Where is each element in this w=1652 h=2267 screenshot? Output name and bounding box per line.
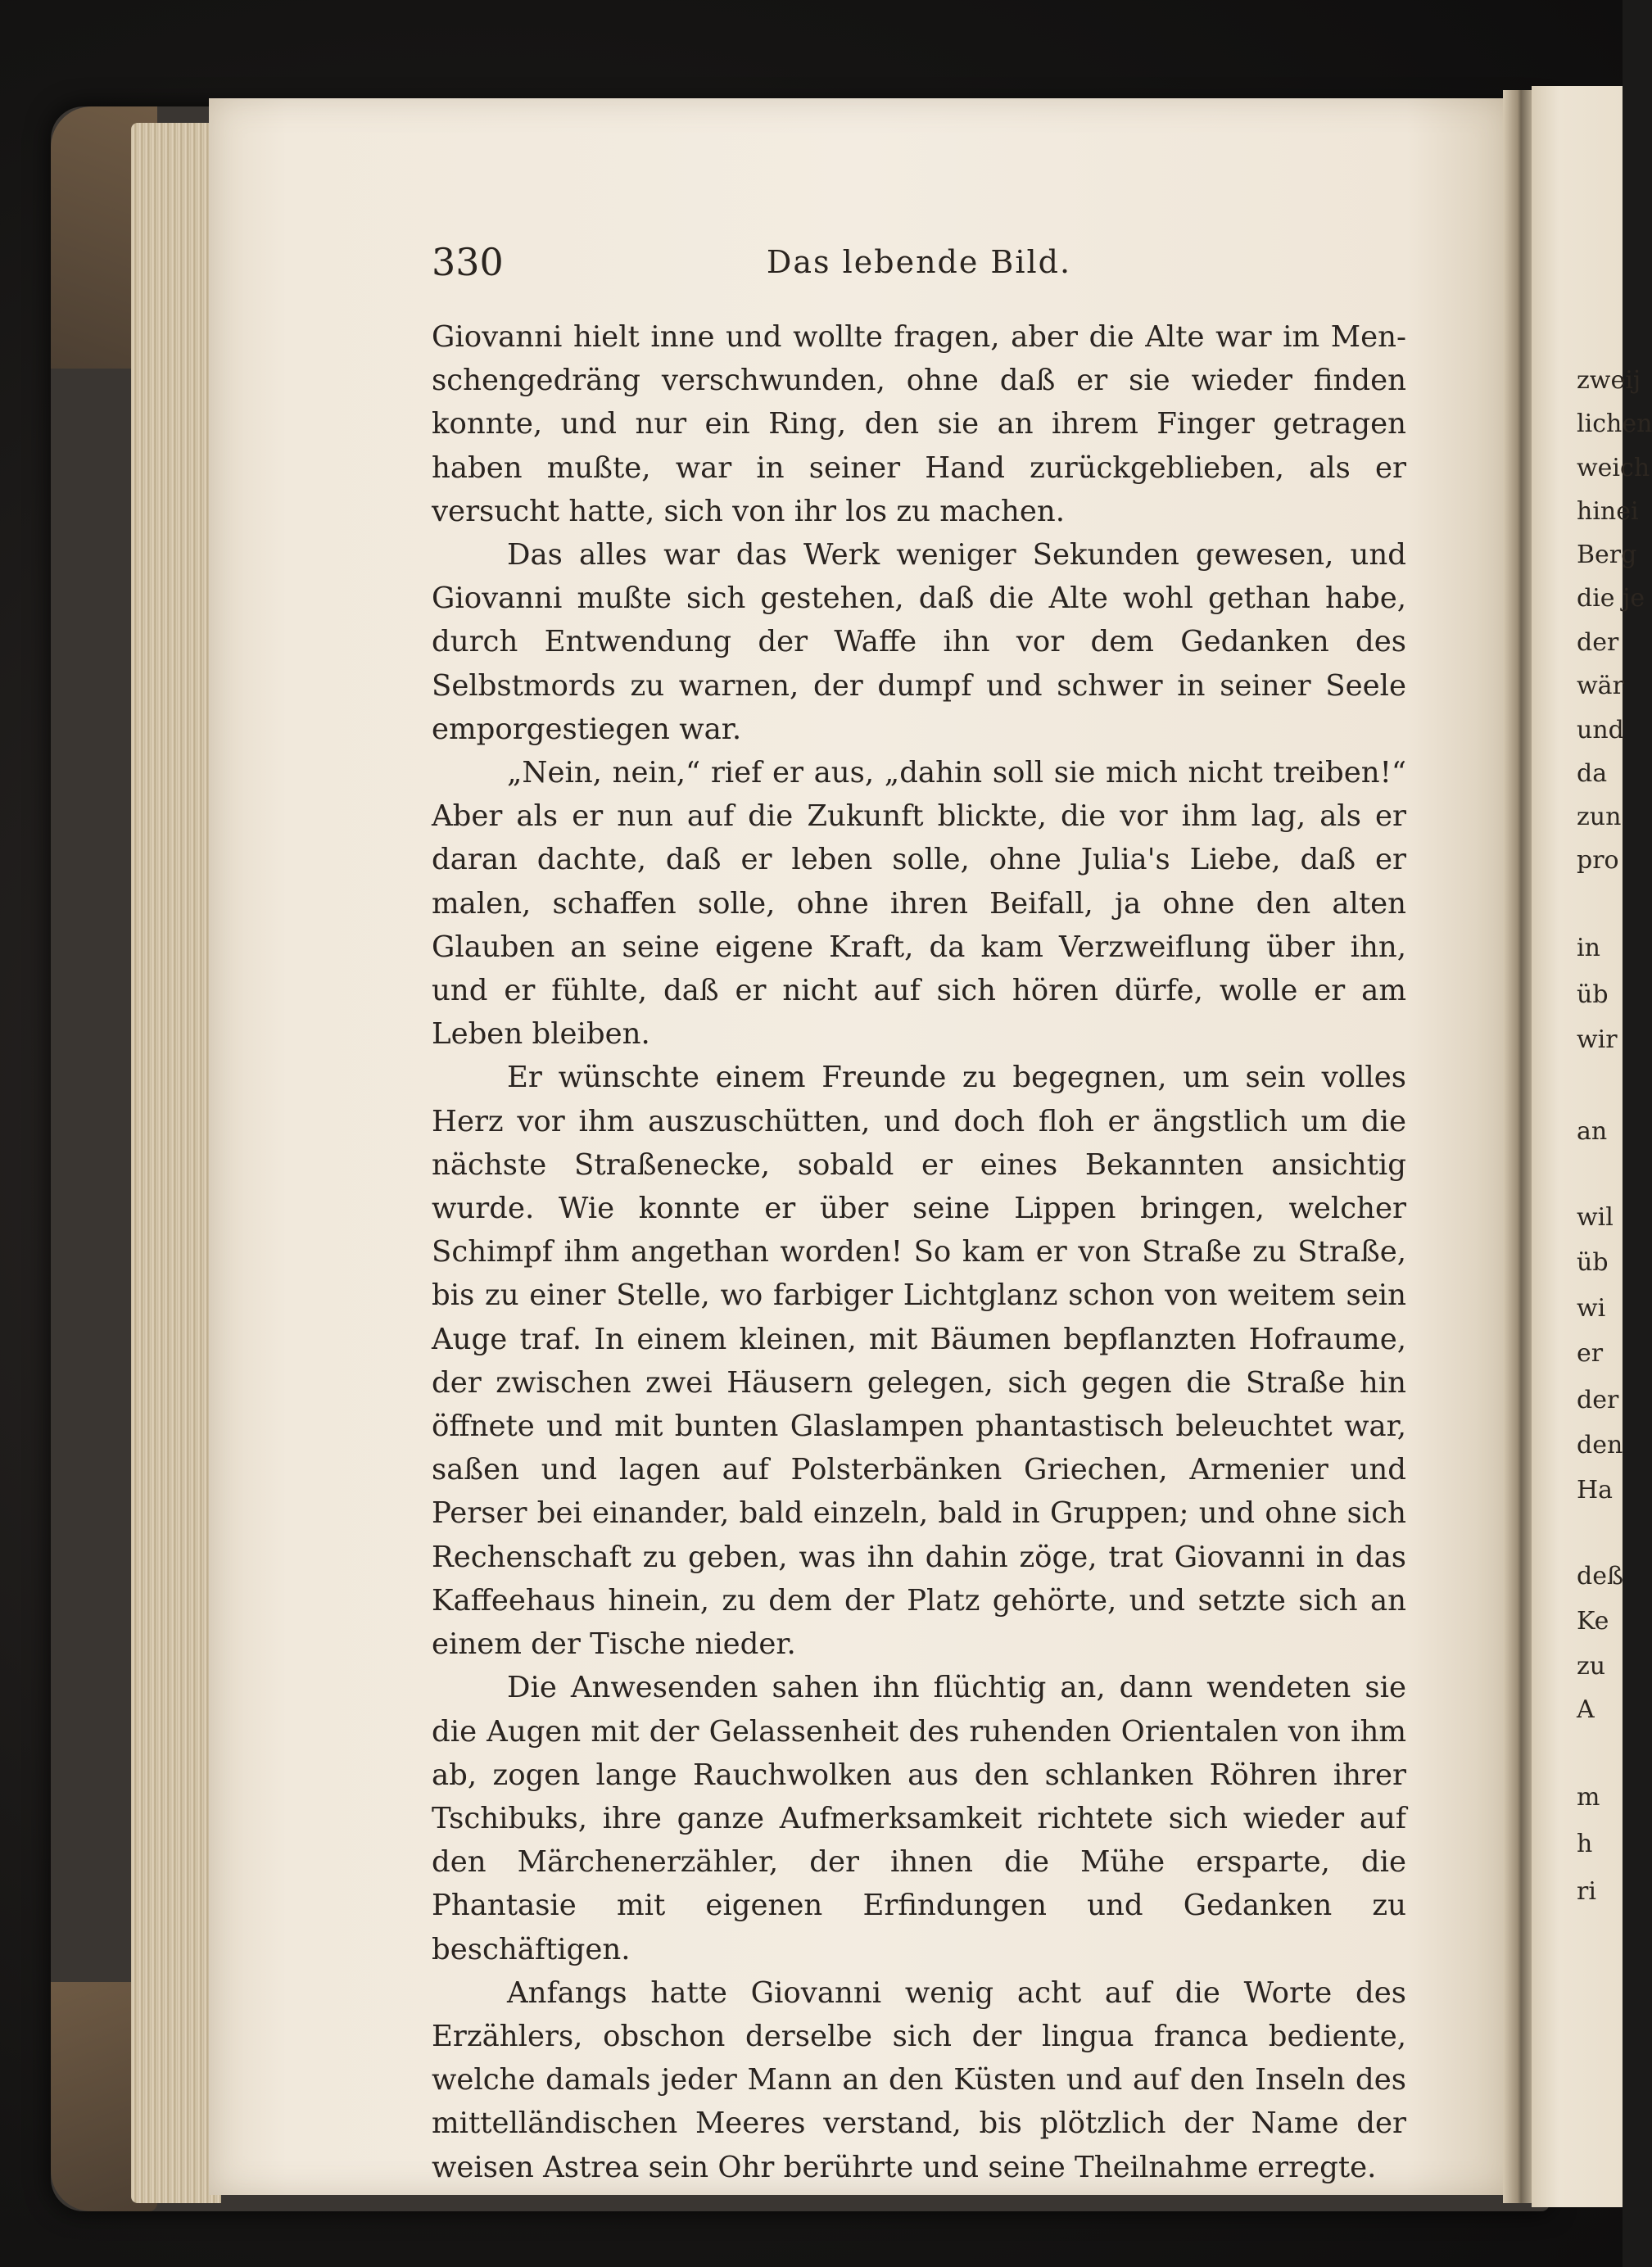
next-page-fragment: A (1577, 1695, 1595, 1724)
paragraph: Anfangs hatte Giovanni wenig acht auf die Worte des Erzählers, obschon derselbe sich der lingua franca bediente, welche damals jeder Mann an den Küsten und auf den Inseln des mittelländischen Meeres verstand, bis plötzlich der Name der weisen Astrea sein Ohr berührte und seine Theilnahme erregte. (432, 1975, 1406, 2184)
next-page-fragment: der (1577, 1386, 1619, 1414)
page-header (432, 233, 1406, 291)
body-text (432, 315, 1406, 2189)
book-gutter (1503, 90, 1536, 2203)
next-page-fragment: pro (1577, 846, 1619, 875)
next-page-fragment: wär (1577, 672, 1624, 700)
next-page-fragment: in (1577, 934, 1600, 962)
paragraph: „Nein, nein,“ rief er aus, „dahin soll sie mich nicht treiben!“ Aber als er nun auf die Zukunft blickte, die vor ihm lag, als er daran dachte, daß er leben solle, ohne Julia's Liebe, daß er malen, schaffen solle, ohne ihren Beifall, ja ohne den alten Glauben an seine eigene Kraft, da kam Verzweiflung über ihn, und er fühlte, daß er nicht auf sich hören dürfe, wolle er am Leben bleiben. (432, 756, 1406, 1052)
next-page-fragment: wir (1577, 1025, 1618, 1054)
next-page-fragment: Ha (1577, 1476, 1614, 1505)
next-page-fragment: wil (1577, 1203, 1614, 1232)
next-page-fragment: h (1577, 1830, 1593, 1858)
next-page-fragment: und (1577, 716, 1624, 744)
next-page-fragment: lichen (1577, 410, 1652, 438)
next-page-fragment: die je (1577, 584, 1645, 613)
running-title: Das lebende Bild. (766, 244, 1072, 280)
next-page-fragment: ri (1577, 1877, 1596, 1906)
next-page-fragment: zun (1577, 803, 1622, 831)
next-page-fragment: den (1577, 1431, 1623, 1459)
paragraph: Die Anwesenden sahen ihn flüchtig an, dann wendeten sie die Augen mit der Gelassenheit des ruhenden Orientalen von ihm ab, zogen lange Rauchwolken aus den schlanken Röhren ihrer Tschibuks, ihre ganze Aufmerksamkeit richtete sich wieder auf den Märchenerzähler, der ihnen die Mühe ersparte, die Phantasie mit eigenen Erfindungen und Gedanken zu beschäftigen. (432, 1671, 1406, 1966)
next-page-fragment: üb (1577, 1248, 1609, 1277)
page-edges (131, 123, 221, 2203)
next-page-fragment: deß (1577, 1562, 1623, 1591)
paragraph: Das alles war das Werk weniger Sekunden gewesen, und Giovanni mußte sich gestehen, daß die Alte wohl gethan habe, durch Entwendung der Waffe ihn vor dem Gedanken des Selbstmords zu warnen, der dumpf und schwer in seiner Seele emporgestiegen war. (432, 538, 1406, 746)
next-page-fragment: an (1577, 1117, 1608, 1146)
next-page-fragment: zu (1577, 1652, 1606, 1681)
next-page-fragment: m (1577, 1783, 1600, 1812)
next-page-fragment: er (1577, 1339, 1604, 1368)
next-page-fragment: Berg (1577, 541, 1637, 569)
paragraph: Giovanni hielt inne und wollte fragen, aber die Alte war im Menschengedräng verschwunden, ohne daß er sie wieder finden konnte, und nur ein Ring, den sie an ihrem Finger getragen haben mußte, war in seiner Hand zurückgeblieben, als er versucht hatte, sich von ihr los zu machen. (432, 320, 1406, 528)
next-page-fragment: wi (1577, 1294, 1606, 1323)
next-page-fragment: hinei (1577, 497, 1639, 526)
next-page-fragment: der (1577, 628, 1619, 657)
next-page-fragment: zweij (1577, 366, 1641, 395)
next-page-fragment: Ke (1577, 1607, 1609, 1636)
next-page-fragment: üb (1577, 980, 1609, 1009)
next-page-fragment: weich (1577, 454, 1650, 482)
paragraph: Er wünschte einem Freunde zu begegnen, um sein volles Herz vor ihm auszuschütten, und doch floh er ängstlich um die nächste Straßenecke, sobald er eines Bekannten ansichtig wurde. Wie konnte er über seine Lippen bringen, welcher Schimpf ihm angethan worden! So kam er von Straße zu Straße, bis zu einer Stelle, wo farbiger Lichtglanz schon von weitem sein Auge traf. In einem kleinen, mit Bäumen bepflanzten Hofraume, der zwischen zwei Häusern gelegen, sich gegen die Straße hin öffnete und mit bunten Glaslampen phantastisch beleuchtet war, saßen und lagen auf Polsterbänken Griechen, Armenier und Perser bei einander, bald einzeln, bald in Gruppen; und ohne sich Rechenschaft zu geben, was ihn dahin zöge, trat Giovanni in das Kaffeehaus hinein, zu dem der Platz gehörte, und setzte sich an einem der Tische nieder. (432, 1061, 1406, 1662)
page-number: 330 (432, 240, 504, 284)
next-page-fragment: da (1577, 759, 1608, 788)
